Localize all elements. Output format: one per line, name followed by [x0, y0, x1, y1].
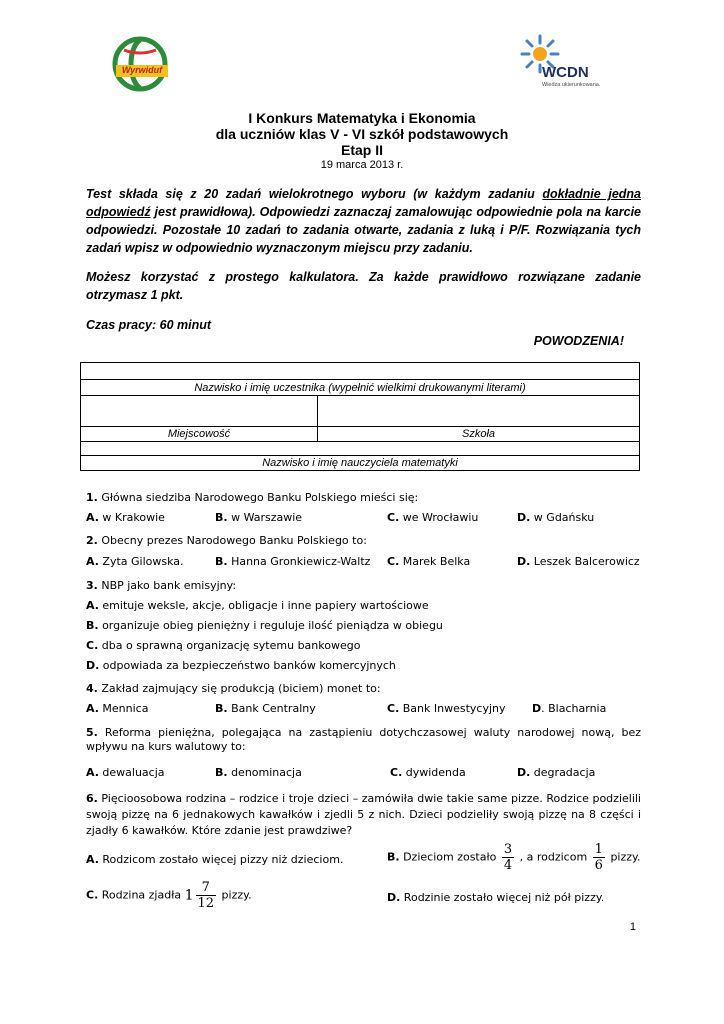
q2-option-a[interactable]: A. Zyta Gilowska. [86, 555, 184, 568]
fraction-three-quarters: $\frac{3}{4}$ [503, 842, 513, 873]
q2-option-b[interactable]: B. Hanna Gronkiewicz-Waltz [215, 555, 371, 568]
school-label: Szkoła [318, 427, 640, 442]
q3-option-a[interactable]: A. emituje weksle, akcje, obligacje i inne papiery wartościowe [86, 599, 429, 612]
q6-option-a[interactable]: A. Rodzicom zostało więcej pizzy niż dzieciom. [86, 853, 344, 866]
q4-option-a[interactable]: A. Mennica [86, 702, 149, 715]
question-1: 1. Główna siedziba Narodowego Banku Polskiego mieści się: [86, 491, 419, 504]
q6-option-b[interactable]: B. Dzieciom zostało $\frac{3}{4}$ , a rodzicom $\frac{1}{6}$ pizzy. [387, 842, 641, 873]
contest-date: 19 marca 2013 r. [320, 159, 404, 171]
question-4: 4. Zakład zajmujący się produkcją (biciem) monet to: [86, 682, 381, 695]
wcdn-logo-tagline: Wiedza ukierunkowana. [542, 82, 601, 88]
calculator-note: Możesz korzystać z prostego kalkulatora. Za każde prawidłowo rozwiązane zadanie otrzymasz 1 pkt. [86, 270, 641, 302]
contest-title: I Konkurs Matematyka i Ekonomia [248, 110, 476, 126]
q1-option-b[interactable]: B. w Warszawie [215, 511, 303, 524]
q2-option-c[interactable]: C. Marek Belka [387, 555, 471, 568]
teacher-name-field[interactable] [81, 442, 640, 456]
q3-option-c[interactable]: C. dba o sprawną organizację sytemu bankowego [86, 639, 361, 652]
q4-option-b[interactable]: B. Bank Centralny [215, 702, 316, 715]
time-limit: Czas pracy: 60 minut [86, 318, 212, 332]
city-label: Miejscowość [81, 427, 318, 442]
city-field[interactable] [81, 396, 318, 427]
q2-option-d[interactable]: D. Leszek Balcerowicz [517, 555, 640, 568]
question-2: 2. Obecny prezes Narodowego Banku Polskiego to: [86, 534, 367, 547]
wcdn-logo [520, 34, 612, 90]
school-field[interactable] [318, 396, 640, 427]
q5-option-d[interactable]: D. degradacja [517, 766, 596, 779]
organizer-logo-text: Wyrwiduf [121, 65, 163, 75]
question-5: 5. Reforma pieniężna, polegająca na zastąpieniu dotychczasowej waluty narodowej nową, bez wpływu na kurs walutowy to: [86, 726, 641, 753]
fraction-one-sixth: $\frac{1}{6}$ [594, 842, 603, 873]
q5-option-b[interactable]: B. denominacja [215, 766, 302, 779]
q3-option-d[interactable]: D. odpowiada za bezpieczeństwo banków komercyjnych [86, 659, 396, 672]
mixed-number-whole: 1 [184, 887, 194, 904]
q6-option-c[interactable]: C. Rodzina zjadła 1 $\frac{7}{12}$ pizzy. [86, 880, 252, 911]
q6-option-d[interactable]: D. Rodzinie zostało więcej niż pół pizzy. [387, 891, 605, 904]
q4-option-d[interactable]: D. Blacharnia [532, 702, 607, 715]
q1-option-c[interactable]: C. we Wrocławiu [387, 511, 479, 524]
question-6: 6. Pięcioosobowa rodzina – rodzice i troje dzieci – zamówiła dwie takie same pizze. Rodzice podzielili swoją pizzę na 6 jednakowych kawałków i zjedli 5 z nich. Dzieci podzieliły swoją pizzę na 8 części i zjadły 6 kawałków. Które zdanie jest prawdziwe? [86, 792, 641, 837]
fraction-seven-twelfths: $\frac{7}{12}$ [197, 880, 215, 911]
q1-option-a[interactable]: A. w Krakowie [86, 511, 165, 524]
organizer-logo [110, 36, 172, 92]
contest-subtitle: dla uczniów klas V - VI szkół podstawowych [215, 126, 509, 142]
participant-name-field[interactable] [81, 363, 640, 380]
page-number: 1 [629, 921, 636, 933]
q4-option-c[interactable]: C. Bank Inwestycyjny [387, 702, 506, 715]
participant-name-label: Nazwisko i imię uczestnika (wypełnić wielkimi drukowanymi literami) [81, 380, 640, 396]
q5-option-c[interactable]: C. dywidenda [390, 766, 466, 779]
good-luck: POWODZENIA! [533, 334, 624, 348]
q3-option-b[interactable]: B. organizuje obieg pieniężny i reguluje ilość pieniądza w obiegu [86, 619, 443, 632]
participant-form [80, 362, 640, 471]
q5-option-a[interactable]: A. dewaluacja [86, 766, 165, 779]
teacher-name-label: Nazwisko i imię nauczyciela matematyki [81, 456, 640, 471]
question-3: 3. NBP jako bank emisyjny: [86, 579, 237, 592]
wcdn-logo-text: WCDN [542, 64, 589, 81]
q1-option-d[interactable]: D. w Gdańsku [517, 511, 595, 524]
instructions-paragraph: Test składa się z 20 zadań wielokrotnego wyboru (w każdym zadaniu dokładnie jedna odpowiedź jest prawidłowa). Odpowiedzi zaznaczaj zamalowując odpowiednie pola na karcie odpowiedzi. Pozostałe 10 zadań to zadania otwarte, zadania z luką i P/F. Rozwiązania tych zadań wpisz w odpowiednio wyznaczonym miejscu przy zadaniu. [86, 187, 642, 255]
stage-title: Etap II [340, 142, 383, 158]
